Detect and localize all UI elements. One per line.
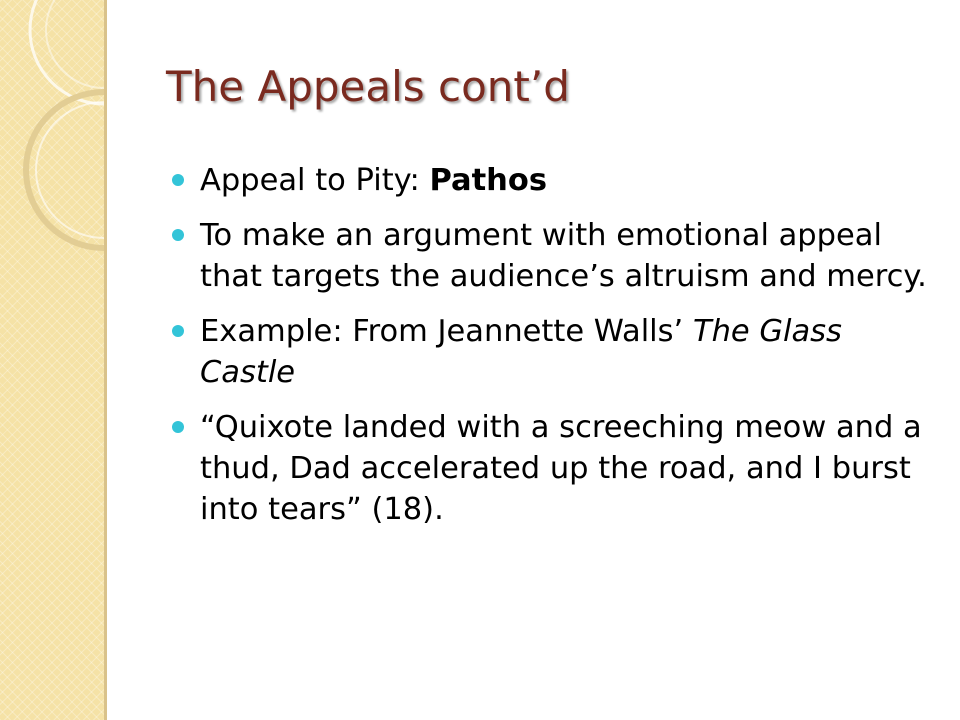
book-title: The Glass Castle [200, 314, 842, 390]
bullet-dot-icon [172, 174, 184, 186]
bullet-dot-icon [172, 229, 184, 241]
bullet-dot-icon [172, 325, 184, 337]
bullet-bold-text: Pathos [429, 163, 548, 198]
bullet-item [172, 311, 932, 393]
bullet-text: “Quixote landed with a screeching meow and a thud, Dad accelerated up the road, and I burst into tears” (18). [200, 410, 922, 527]
bullet-item [172, 407, 932, 530]
bullet-list [172, 160, 932, 544]
bullet-text: To make an argument with emotional appeal that targets the audience’s altruism and mercy. [200, 218, 927, 294]
bullet-dot-icon [172, 421, 184, 433]
bullet-text: Appeal to Pity: [200, 163, 430, 198]
slide-title: The Appeals cont’d [166, 62, 570, 111]
circles-ornament-icon [0, 0, 104, 260]
bullet-item [172, 215, 932, 297]
bullet-text: Example: From Jeannette Walls’ [200, 314, 693, 349]
decorative-side-band [0, 0, 107, 720]
bullet-item [172, 160, 932, 201]
